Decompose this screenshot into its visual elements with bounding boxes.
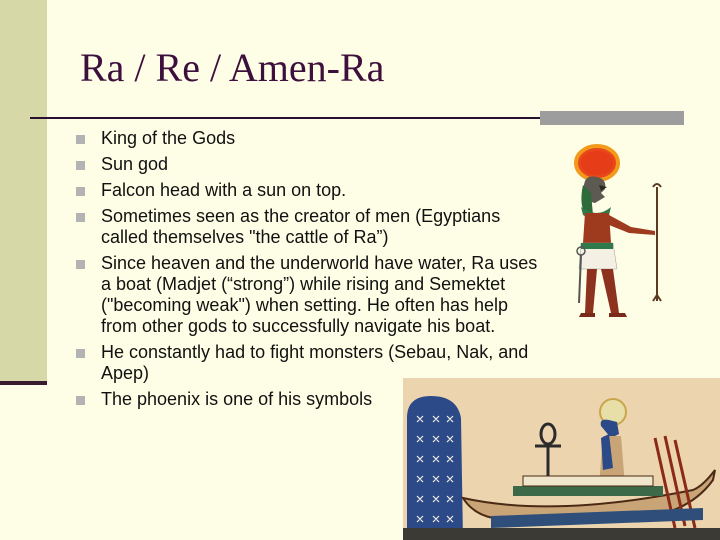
bullet-item [76, 154, 546, 175]
ra-figure-image [565, 143, 675, 323]
bullet-item [76, 206, 546, 248]
left-accent-bar [0, 0, 47, 384]
bullet-text: King of the Gods [101, 128, 236, 148]
solar-boat-image [403, 378, 720, 540]
bullet-text: Falcon head with a sun on top. [101, 180, 347, 200]
slide-title: Ra / Re / Amen-Ra [80, 45, 385, 90]
bullet-item [76, 180, 546, 201]
bullet-text: He constantly had to fight monsters (Sebau, Nak, and Apep) [101, 342, 529, 383]
bullet-text: The phoenix is one of his symbols [101, 389, 373, 409]
bullet-square-icon [76, 135, 85, 144]
left-accent-rule [0, 381, 47, 385]
bullet-square-icon [76, 349, 85, 358]
bullet-square-icon [76, 213, 85, 222]
bullet-text: Sometimes seen as the creator of men (Egyptians called themselves "the cattle of Ra”) [101, 206, 501, 247]
title-divider [30, 117, 540, 119]
bullet-text: Sun god [101, 154, 169, 174]
bullet-text: Since heaven and the underworld have water, Ra uses a boat (Madjet (“strong”) while rising and Semektet ("becoming weak") when setting. He often has help from other gods to successfully navigate his boat. [101, 253, 538, 336]
bullet-square-icon [76, 260, 85, 269]
bullet-list [76, 128, 546, 415]
bullet-item [76, 128, 546, 149]
bullet-square-icon [76, 187, 85, 196]
bullet-item [76, 253, 546, 337]
bullet-square-icon [76, 161, 85, 170]
title-divider-accent [540, 111, 684, 125]
bullet-square-icon [76, 396, 85, 405]
